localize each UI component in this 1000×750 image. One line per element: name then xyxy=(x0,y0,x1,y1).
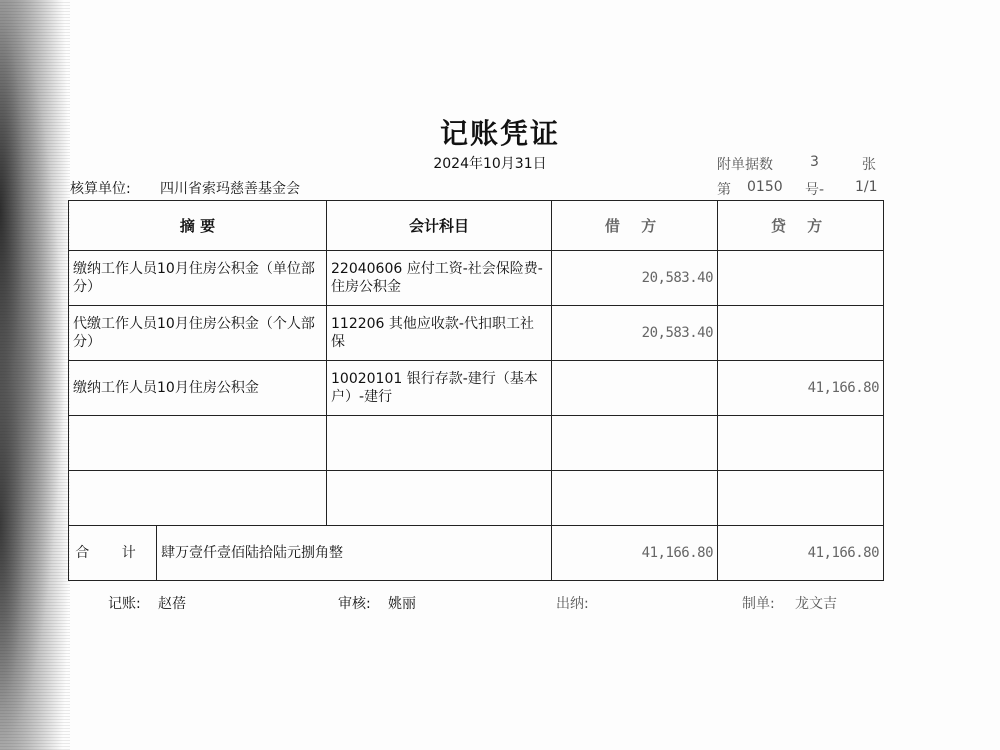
row-account xyxy=(327,416,552,471)
bookkeeper-name: 赵蓓 xyxy=(158,596,186,612)
row-debit xyxy=(552,416,718,471)
preparer-name: 龙文吉 xyxy=(795,596,837,612)
attachments-count: 3 xyxy=(810,154,819,170)
row-account: 10020101 银行存款-建行（基本户）-建行 xyxy=(327,361,552,416)
table-row xyxy=(69,361,884,416)
attachments-unit: 张 xyxy=(862,157,876,173)
header-account: 会计科目 xyxy=(327,201,552,251)
voucher-date: 2024年10月31日 xyxy=(433,156,547,172)
voucher-no-number: 0150 xyxy=(747,179,783,195)
row-credit xyxy=(718,416,884,471)
row-account: 112206 其他应收款-代扣职工社保 xyxy=(327,306,552,361)
row-credit xyxy=(718,471,884,526)
voucher-no-suffix: 号- xyxy=(805,182,825,198)
header-credit: 贷 方 xyxy=(718,201,884,251)
voucher-title: 记账凭证 xyxy=(439,117,560,150)
voucher-page: 1/1 xyxy=(855,179,878,195)
row-credit: 41,166.80 xyxy=(718,361,884,416)
row-summary: 代缴工作人员10月住房公积金（个人部分） xyxy=(69,306,327,361)
row-debit xyxy=(552,471,718,526)
row-debit: 20,583.40 xyxy=(552,306,718,361)
table-row xyxy=(69,416,884,471)
row-account: 22040606 应付工资-社会保险费-住房公积金 xyxy=(327,251,552,306)
row-summary: 缴纳工作人员10月住房公积金（单位部分） xyxy=(69,251,327,306)
row-credit xyxy=(718,306,884,361)
cashier-label: 出纳: xyxy=(556,596,589,612)
row-credit xyxy=(718,251,884,306)
table-header-row xyxy=(69,201,884,251)
row-summary: 缴纳工作人员10月住房公积金 xyxy=(69,361,327,416)
header-debit: 借 方 xyxy=(552,201,718,251)
reviewer-name: 姚丽 xyxy=(388,596,416,612)
unit-name: 四川省索玛慈善基金会 xyxy=(160,181,300,197)
table-row xyxy=(69,306,884,361)
total-label: 合 计 xyxy=(69,526,157,581)
row-account xyxy=(327,471,552,526)
total-amount-words: 肆万壹仟壹佰陆拾陆元捌角整 xyxy=(157,526,552,581)
attachments-label: 附单据数 xyxy=(717,157,773,173)
voucher-no-prefix: 第 xyxy=(717,182,731,198)
voucher-table xyxy=(68,200,884,581)
total-row xyxy=(69,526,884,581)
total-debit: 41,166.80 xyxy=(552,526,718,581)
row-debit xyxy=(552,361,718,416)
unit-label: 核算单位: xyxy=(70,181,131,197)
table-row xyxy=(69,251,884,306)
header-summary: 摘 要 xyxy=(69,201,327,251)
reviewer-label: 审核: xyxy=(338,596,371,612)
row-debit: 20,583.40 xyxy=(552,251,718,306)
bookkeeper-label: 记账: xyxy=(108,596,141,612)
table-row xyxy=(69,471,884,526)
row-summary xyxy=(69,471,327,526)
total-credit: 41,166.80 xyxy=(718,526,884,581)
row-summary xyxy=(69,416,327,471)
preparer-label: 制单: xyxy=(742,596,775,612)
